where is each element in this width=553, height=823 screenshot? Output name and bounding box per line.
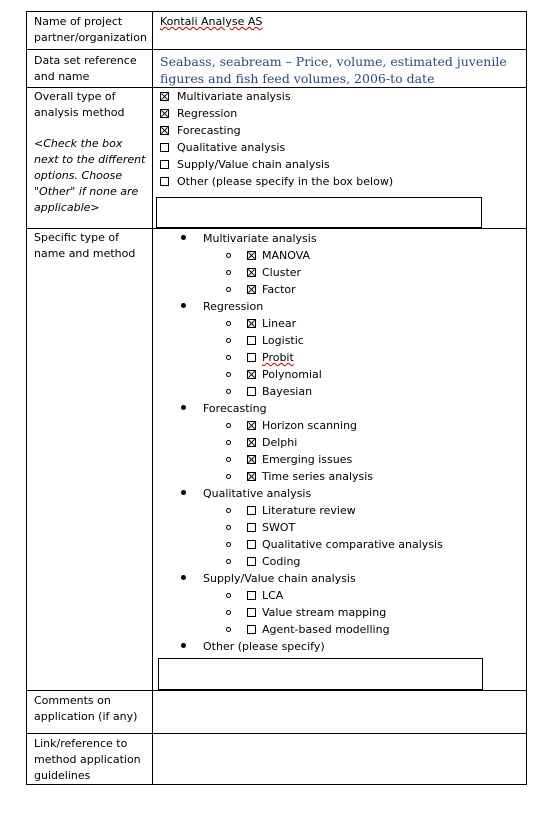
method-item-label: Logistic bbox=[262, 334, 304, 347]
project-value-text: Kontali Analyse AS bbox=[160, 15, 263, 28]
method-item[interactable] bbox=[226, 451, 352, 468]
sub-bullet-icon bbox=[226, 287, 231, 292]
method-group-label: Qualitative analysis bbox=[203, 487, 312, 500]
method-item-label: Delphi bbox=[262, 436, 298, 449]
method-item[interactable] bbox=[226, 621, 390, 638]
method-item[interactable] bbox=[226, 587, 283, 604]
method-group bbox=[181, 570, 356, 587]
method-item[interactable] bbox=[226, 281, 296, 298]
checkbox-empty-icon[interactable] bbox=[160, 177, 169, 186]
bullet-icon bbox=[181, 490, 186, 495]
overall-option[interactable] bbox=[160, 173, 393, 190]
project-label: Name of project partner/organization bbox=[34, 15, 147, 44]
sub-bullet-icon bbox=[226, 610, 231, 615]
sub-bullet-icon bbox=[226, 423, 231, 428]
sub-bullet-icon bbox=[226, 321, 231, 326]
sub-bullet-icon bbox=[226, 270, 231, 275]
column-divider bbox=[152, 11, 153, 785]
table-border-left bbox=[26, 11, 27, 785]
method-item-label: Literature review bbox=[262, 504, 356, 517]
sub-bullet-icon bbox=[226, 542, 231, 547]
method-item-label: Linear bbox=[262, 317, 297, 330]
method-item[interactable] bbox=[226, 315, 296, 332]
method-item[interactable] bbox=[226, 247, 310, 264]
overall-option-label: Qualitative analysis bbox=[177, 141, 286, 154]
method-group bbox=[181, 298, 263, 315]
overall-option-label: Forecasting bbox=[177, 124, 241, 137]
project-value[interactable] bbox=[160, 14, 262, 30]
row-divider bbox=[26, 49, 527, 50]
method-item-label: MANOVA bbox=[262, 249, 311, 262]
checkbox-empty-icon[interactable] bbox=[247, 608, 256, 617]
method-item[interactable] bbox=[226, 519, 295, 536]
bullet-icon bbox=[181, 235, 186, 240]
overall-option[interactable] bbox=[160, 105, 237, 122]
sub-bullet-icon bbox=[226, 474, 231, 479]
overall-option-label: Regression bbox=[177, 107, 238, 120]
table-border-right bbox=[526, 11, 527, 785]
method-group bbox=[181, 638, 325, 655]
checkbox-empty-icon[interactable] bbox=[247, 336, 256, 345]
checkbox-empty-icon[interactable] bbox=[247, 353, 256, 362]
sub-bullet-icon bbox=[226, 559, 231, 564]
method-item[interactable] bbox=[226, 536, 443, 553]
sub-bullet-icon bbox=[226, 593, 231, 598]
method-item[interactable] bbox=[226, 264, 301, 281]
method-item-label: Value stream mapping bbox=[262, 606, 387, 619]
method-item[interactable] bbox=[226, 383, 312, 400]
method-item-label: Horizon scanning bbox=[262, 419, 358, 432]
overall-option[interactable] bbox=[160, 122, 241, 139]
dataset-value[interactable]: Seabass, seabream – Price, volume, estimated juvenile figures and fish feed volumes, 2006-to date bbox=[160, 54, 507, 86]
row-divider bbox=[26, 733, 527, 734]
checkbox-checked-icon[interactable] bbox=[247, 319, 256, 328]
overall-option[interactable] bbox=[160, 156, 330, 173]
method-item-label: Polynomial bbox=[262, 368, 322, 381]
method-item-label: Agent-based modelling bbox=[262, 623, 390, 636]
method-item[interactable] bbox=[226, 434, 297, 451]
dataset-label: Data set reference and name bbox=[34, 54, 137, 83]
sub-bullet-icon bbox=[226, 627, 231, 632]
checkbox-checked-icon[interactable] bbox=[247, 438, 256, 447]
bullet-icon bbox=[181, 405, 186, 410]
method-item[interactable] bbox=[226, 553, 300, 570]
checkbox-checked-icon[interactable] bbox=[247, 285, 256, 294]
overall-option-label: Multivariate analysis bbox=[177, 90, 291, 103]
method-item-label: Emerging issues bbox=[262, 453, 353, 466]
link-label: Link/reference to method application guidelines bbox=[34, 737, 141, 782]
sub-bullet-icon bbox=[226, 525, 231, 530]
sub-bullet-icon bbox=[226, 372, 231, 377]
checkbox-empty-icon[interactable] bbox=[247, 523, 256, 532]
overall-other-input[interactable] bbox=[156, 197, 482, 228]
method-item-label: Qualitative comparative analysis bbox=[262, 538, 443, 551]
row-divider bbox=[26, 228, 527, 229]
overall-option[interactable] bbox=[160, 139, 285, 156]
sub-bullet-icon bbox=[226, 253, 231, 258]
method-item[interactable] bbox=[226, 349, 294, 366]
checkbox-empty-icon[interactable] bbox=[247, 540, 256, 549]
sub-bullet-icon bbox=[226, 457, 231, 462]
method-group-label: Multivariate analysis bbox=[203, 232, 317, 245]
checkbox-empty-icon[interactable] bbox=[247, 557, 256, 566]
method-item[interactable] bbox=[226, 417, 357, 434]
overall-note: <Check the box next to the different options. Choose "Other" if none are applicable> bbox=[34, 137, 146, 214]
method-item-label: Factor bbox=[262, 283, 296, 296]
checkbox-empty-icon[interactable] bbox=[160, 160, 169, 169]
checkbox-checked-icon[interactable] bbox=[160, 109, 169, 118]
method-group-label: Regression bbox=[203, 300, 264, 313]
sub-bullet-icon bbox=[226, 389, 231, 394]
bullet-icon bbox=[181, 575, 186, 580]
comments-label: Comments on application (if any) bbox=[34, 694, 138, 723]
method-item[interactable] bbox=[226, 468, 373, 485]
method-item-label: Probit bbox=[262, 351, 294, 364]
method-item-label: Coding bbox=[262, 555, 301, 568]
comments-input[interactable] bbox=[160, 693, 520, 731]
sub-bullet-icon bbox=[226, 338, 231, 343]
overall-label: Overall type of analysis method bbox=[34, 90, 125, 119]
checkbox-checked-icon[interactable] bbox=[247, 370, 256, 379]
checkbox-empty-icon[interactable] bbox=[247, 591, 256, 600]
method-item[interactable] bbox=[226, 332, 304, 349]
sub-bullet-icon bbox=[226, 508, 231, 513]
method-group-label: Other (please specify) bbox=[203, 640, 325, 653]
sub-bullet-icon bbox=[226, 440, 231, 445]
checkbox-empty-icon[interactable] bbox=[247, 387, 256, 396]
method-item-label: LCA bbox=[262, 589, 284, 602]
method-item-label: Time series analysis bbox=[262, 470, 374, 483]
checkbox-checked-icon[interactable] bbox=[160, 126, 169, 135]
table-border-bottom bbox=[26, 784, 527, 785]
method-group bbox=[181, 230, 317, 247]
row-divider bbox=[26, 690, 527, 691]
method-group bbox=[181, 400, 267, 417]
checkbox-checked-icon[interactable] bbox=[247, 455, 256, 464]
bullet-icon bbox=[181, 303, 186, 308]
checkbox-checked-icon[interactable] bbox=[247, 251, 256, 260]
method-group-label: Forecasting bbox=[203, 402, 267, 415]
table-border-top bbox=[26, 11, 527, 12]
method-item[interactable] bbox=[226, 502, 356, 519]
checkbox-checked-icon[interactable] bbox=[247, 268, 256, 277]
overall-option-label: Other (please specify in the box below) bbox=[177, 175, 394, 188]
method-item-label: Cluster bbox=[262, 266, 302, 279]
checkbox-checked-icon[interactable] bbox=[247, 421, 256, 430]
method-item[interactable] bbox=[226, 604, 386, 621]
method-item[interactable] bbox=[226, 366, 322, 383]
checkbox-empty-icon[interactable] bbox=[247, 625, 256, 634]
method-item-label: SWOT bbox=[262, 521, 296, 534]
method-form-table bbox=[26, 11, 527, 785]
link-input[interactable] bbox=[160, 736, 520, 782]
overall-option[interactable] bbox=[160, 88, 291, 105]
method-group bbox=[181, 485, 311, 502]
bullet-icon bbox=[181, 643, 186, 648]
specific-label: Specific type of name and method bbox=[34, 231, 136, 260]
method-item-label: Bayesian bbox=[262, 385, 313, 398]
checkbox-checked-icon[interactable] bbox=[247, 472, 256, 481]
overall-option-label: Supply/Value chain analysis bbox=[177, 158, 330, 171]
checkbox-checked-icon[interactable] bbox=[160, 92, 169, 101]
method-group-label: Supply/Value chain analysis bbox=[203, 572, 356, 585]
sub-bullet-icon bbox=[226, 355, 231, 360]
checkbox-empty-icon[interactable] bbox=[160, 143, 169, 152]
specific-other-input[interactable] bbox=[158, 658, 483, 690]
checkbox-empty-icon[interactable] bbox=[247, 506, 256, 515]
